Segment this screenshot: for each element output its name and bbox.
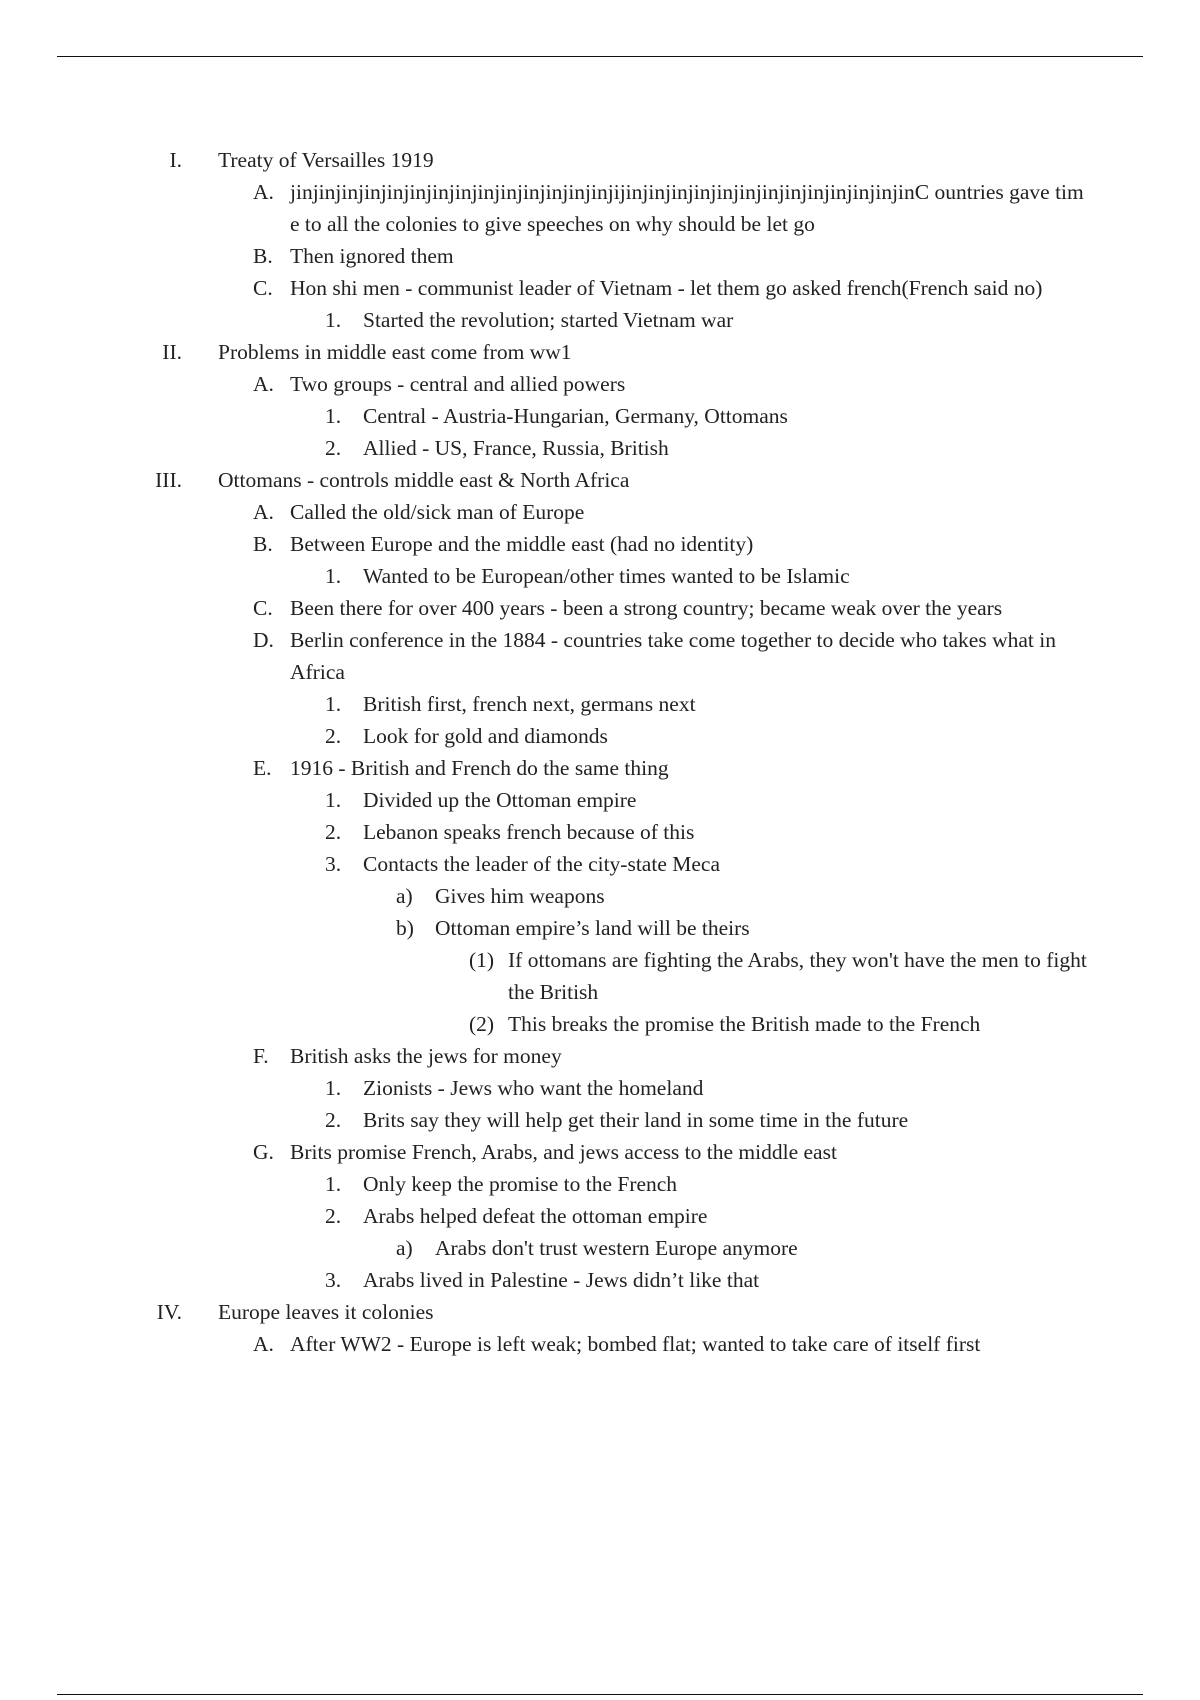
list-marker: II. (162, 340, 182, 364)
item-text: Berlin conference in the 1884 - countries take come together to decide who takes what in Africa (290, 628, 1056, 684)
list-marker: A. (253, 180, 274, 204)
item-text: Look for gold and diamonds (363, 724, 608, 748)
item-text: Arabs lived in Palestine - Jews didn’t like that (363, 1268, 760, 1292)
item-text: Arabs don't trust western Europe anymore (435, 1236, 798, 1260)
list-marker: 1. (325, 692, 342, 716)
item-text: If ottomans are fighting the Arabs, they won't have the men to fight the British (508, 948, 1087, 1004)
item-text: After WW2 - Europe is left weak; bombed flat; wanted to take care of itself first (290, 1332, 981, 1356)
heading-text: Problems in middle east come from ww1 (218, 340, 572, 364)
list-marker: 1. (325, 1172, 342, 1196)
item-text: Hon shi men - communist leader of Vietnam - let them go asked french(French said no) (290, 276, 1043, 300)
outline-heading-4 (0, 1296, 1200, 1328)
list-marker: 2. (325, 436, 342, 460)
list-marker: 3. (325, 852, 342, 876)
item-text: Contacts the leader of the city-state Meca (363, 852, 720, 876)
list-marker: a) (396, 1236, 413, 1260)
item-text: Ottoman empire’s land will be theirs (435, 916, 750, 940)
outline-subitem (0, 1264, 1200, 1296)
outline-subitem (0, 688, 1200, 720)
footer-rule (57, 1694, 1143, 1695)
outline-subitem (0, 560, 1200, 592)
list-marker: E. (253, 756, 272, 780)
list-marker: G. (253, 1140, 274, 1164)
outline-item (0, 528, 1200, 560)
outline-subitem (0, 304, 1200, 336)
item-text: Brits say they will help get their land in some time in the future (363, 1108, 909, 1132)
outline-item (0, 1328, 1200, 1360)
list-marker: B. (253, 244, 273, 268)
item-text: Called the old/sick man of Europe (290, 500, 585, 524)
list-marker: A. (253, 500, 274, 524)
heading-text: Ottomans - controls middle east & North Africa (218, 468, 630, 492)
list-marker: I. (169, 148, 182, 172)
list-marker: 1. (325, 308, 342, 332)
item-text: Divided up the Ottoman empire (363, 788, 637, 812)
list-marker: F. (253, 1044, 269, 1068)
outline-subsubitem (0, 912, 1200, 944)
item-text: Allied - US, France, Russia, British (363, 436, 669, 460)
outline-item (0, 368, 1200, 400)
outline-item (0, 752, 1200, 784)
list-marker: (2) (469, 1012, 495, 1036)
item-text: Brits promise French, Arabs, and jews access to the middle east (290, 1140, 837, 1164)
item-text: British first, french next, germans next (363, 692, 696, 716)
item-text: Two groups - central and allied powers (290, 372, 626, 396)
outline-item (0, 592, 1200, 624)
list-marker: C. (253, 276, 273, 300)
list-marker: III. (155, 468, 182, 492)
item-text: Arabs helped defeat the ottoman empire (363, 1204, 708, 1228)
item-text: Started the revolution; started Vietnam war (363, 308, 734, 332)
list-marker: D. (253, 628, 274, 652)
item-text: Been there for over 400 years - been a strong country; became weak over the years (290, 596, 1003, 620)
heading-text: Treaty of Versailles 1919 (218, 148, 434, 172)
outline-item (0, 240, 1200, 272)
item-text: Gives him weapons (435, 884, 605, 908)
outline-heading-2 (0, 336, 1200, 368)
list-marker: 2. (325, 820, 342, 844)
outline-subitem (0, 1072, 1200, 1104)
list-marker: A. (253, 1332, 274, 1356)
outline-subitem (0, 400, 1200, 432)
item-text: jinjinjinjinjinjinjinjinjinjinjinjinjinjinjijinjinjinjinjinjinjinjinjinjinjinjinjinC ountries gave time to all the colonies to give speeches on why should be let go (290, 180, 1084, 236)
item-text: British asks the jews for money (290, 1044, 562, 1068)
notes-outline (0, 144, 1200, 1360)
list-marker: C. (253, 596, 273, 620)
outline-subitem (0, 848, 1200, 880)
outline-subitem (0, 816, 1200, 848)
list-marker: IV. (156, 1300, 182, 1324)
outline-item (0, 1136, 1200, 1168)
item-text: 1916 - British and French do the same thing (290, 756, 669, 780)
outline-deepitem (0, 1008, 1200, 1040)
outline-item (0, 496, 1200, 528)
outline-subitem (0, 1168, 1200, 1200)
item-text: Then ignored them (290, 244, 454, 268)
item-text: Wanted to be European/other times wanted to be Islamic (363, 564, 850, 588)
outline-item (0, 624, 1200, 688)
list-marker: 2. (325, 1204, 342, 1228)
item-text: Only keep the promise to the French (363, 1172, 678, 1196)
list-marker: 1. (325, 1076, 342, 1100)
header-rule (57, 56, 1143, 57)
outline-subitem (0, 784, 1200, 816)
outline-subsubitem (0, 880, 1200, 912)
list-marker: a) (396, 884, 413, 908)
outline-item (0, 272, 1200, 304)
outline-item (0, 176, 1200, 240)
item-text: Zionists - Jews who want the homeland (363, 1076, 704, 1100)
item-text: This breaks the promise the British made to the French (508, 1012, 981, 1036)
list-marker: 1. (325, 404, 342, 428)
list-marker: 1. (325, 788, 342, 812)
list-marker: 2. (325, 1108, 342, 1132)
outline-subitem (0, 720, 1200, 752)
list-marker: 2. (325, 724, 342, 748)
item-text: Between Europe and the middle east (had no identity) (290, 532, 754, 556)
outline-subsubitem (0, 1232, 1200, 1264)
outline-subitem (0, 432, 1200, 464)
outline-subitem (0, 1104, 1200, 1136)
outline-subitem (0, 1200, 1200, 1232)
item-text: Central - Austria-Hungarian, Germany, Ottomans (363, 404, 788, 428)
outline-heading-1 (0, 144, 1200, 176)
list-marker: B. (253, 532, 273, 556)
outline-deepitem (0, 944, 1200, 1008)
list-marker: A. (253, 372, 274, 396)
item-text: Lebanon speaks french because of this (363, 820, 695, 844)
heading-text: Europe leaves it colonies (218, 1300, 434, 1324)
list-marker: 1. (325, 564, 342, 588)
outline-item (0, 1040, 1200, 1072)
list-marker: (1) (469, 948, 495, 972)
outline-heading-3 (0, 464, 1200, 496)
list-marker: 3. (325, 1268, 342, 1292)
list-marker: b) (396, 916, 414, 940)
